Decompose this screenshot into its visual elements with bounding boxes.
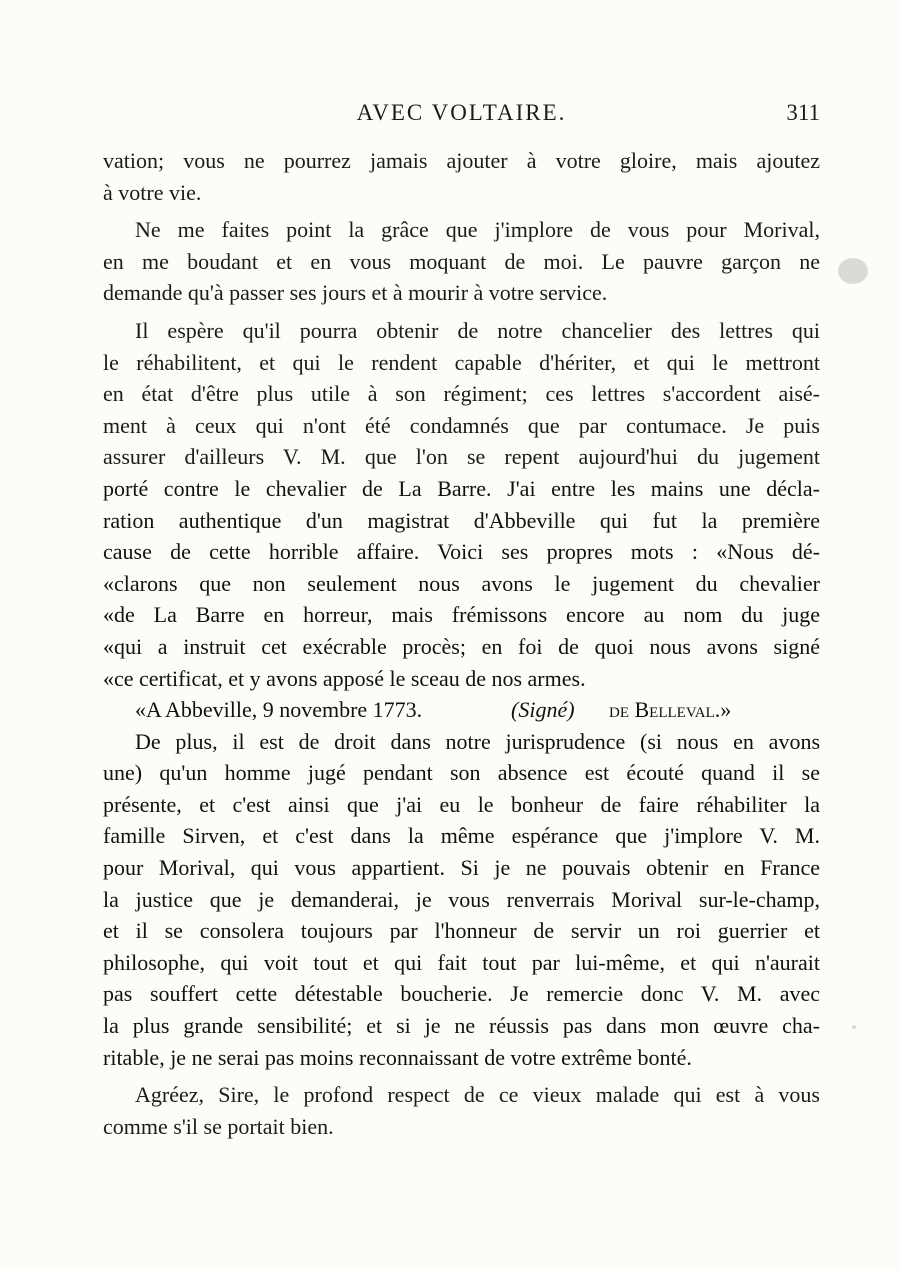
signature-line: [103, 694, 820, 726]
text-line: la plus grande sensibilité; et si je ne réussis pas dans mon œuvre cha-: [103, 1013, 820, 1039]
text-line: «ce certificat, et y avons apposé le sceau de nos armes.: [103, 665, 586, 691]
text-line: Agréez, Sire, le profond respect de ce vieux malade qui est à vous: [135, 1082, 820, 1108]
text-line: De plus, il est de droit dans notre jurisprudence (si nous en avons: [135, 728, 820, 754]
page-number: 311: [786, 100, 820, 125]
text-line: pas souffert cette détestable boucherie. Je remercie donc V. M. avec: [103, 981, 820, 1007]
text-line: «de La Barre en horreur, mais frémissons encore au nom du juge: [103, 602, 820, 628]
text-line: assurer d'ailleurs V. M. que l'on se repent aujourd'hui du jugement: [103, 444, 820, 470]
text-line: une) qu'un homme jugé pendant son absence est écouté quand il se: [103, 760, 820, 786]
text-line: à votre vie.: [103, 179, 202, 205]
text-line: cause de cette horrible affaire. Voici ses propres mots : «Nous dé-: [103, 539, 820, 565]
text-line: ment à ceux qui n'ont été condamnés que par contumace. Je puis: [103, 412, 820, 438]
text-line: présente, et c'est ainsi que j'ai eu le bonheur de faire réhabiliter la: [103, 791, 820, 817]
text-line: en me boudant et en vous moquant de moi. Le pauvre garçon ne: [103, 248, 820, 274]
paper-speck: [852, 1025, 856, 1029]
text-line: philosophe, qui voit tout et qui fait tout par lui-même, et qui n'aurait: [103, 949, 820, 975]
text-line: pour Morival, qui vous appartient. Si je ne pouvais obtenir en France: [103, 855, 820, 881]
running-title: AVEC VOLTAIRE.: [356, 100, 567, 125]
text-line: Il espère qu'il pourra obtenir de notre chancelier des lettres qui: [135, 317, 820, 343]
text-line: famille Sirven, et c'est dans la même espérance que j'implore V. M.: [103, 823, 820, 849]
text-line: le réhabilitent, et qui le rendent capable d'hériter, et qui le mettront: [103, 349, 820, 375]
text-line: la justice que je demanderai, je vous renverrais Morival sur-le-champ,: [103, 886, 820, 912]
text-line: «qui a instruit cet exécrable procès; en foi de quoi nous avons signé: [103, 633, 820, 659]
text-line: porté contre le chevalier de La Barre. J'ai entre les mains une décla-: [103, 475, 820, 501]
signature-signed: (Signé): [511, 697, 575, 723]
text-line: comme s'il se portait bien.: [103, 1113, 334, 1139]
running-head: [103, 100, 820, 134]
text-line: vation; vous ne pourrez jamais ajouter à votre gloire, mais ajoutez: [103, 148, 820, 173]
letter-text: [103, 145, 820, 1142]
text-line: «clarons que non seulement nous avons le jugement du chevalier: [103, 570, 820, 596]
signature-place-date: «A Abbeville, 9 novembre 1773.: [135, 697, 423, 723]
text-line: demande qu'à passer ses jours et à mourir à votre service.: [103, 280, 608, 306]
signature-name: de Belleval.»: [609, 697, 732, 723]
text-line: Ne me faites point la grâce que j'implore de vous pour Morival,: [135, 217, 820, 243]
text-line: en état d'être plus utile à son régiment; ces lettres s'accordent aisé-: [103, 381, 820, 407]
text-line: ration authentique d'un magistrat d'Abbeville qui fut la première: [103, 507, 820, 533]
text-line: ritable, je ne serai pas moins reconnaissant de votre extrême bonté.: [103, 1044, 692, 1070]
paper-speck: [838, 258, 868, 284]
text-line: et il se consolera toujours par l'honneur de servir un roi guerrier et: [103, 918, 820, 944]
